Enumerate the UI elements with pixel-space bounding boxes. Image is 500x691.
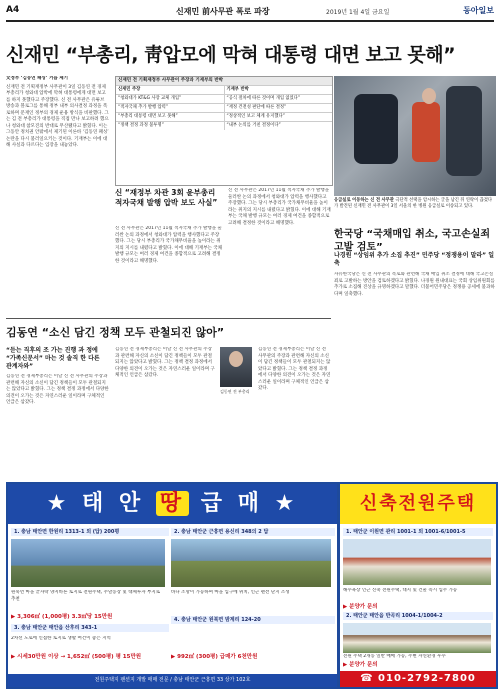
table-row [116, 94, 332, 103]
listing-price: ▶ 분양가 문의 [343, 604, 378, 610]
ad-banner [8, 484, 337, 524]
listing-desc: 2차선 도로에 인접한 토지로 생활 여건이 좋은 지역 [11, 636, 111, 641]
listing-photo [11, 539, 165, 587]
photo-caption-text: 극단적 선택을 암시하는 글을 남긴 뒤 연락이 끊겼다가 발견된 신재민 전 사무관이 3일 서울의 한 병원 응급실로 이송되고 있다. [334, 198, 493, 209]
side-headline: 한국당 “국채매입 취소, 국고손실죄 고발 검토” [334, 229, 491, 253]
ad-footer: 전원주택지 팬션지 개발 매매 전문 / 충남 태안군 근흥면 33 상가 102호 [8, 674, 337, 687]
table-row [116, 121, 332, 130]
listing-price: ▶ 분양가 문의 [343, 662, 378, 668]
newspaper-logo: 동아일보 [463, 6, 494, 15]
article-byline: 文정부 ‘김동연 패싱’ 거듭 제기 [6, 76, 69, 81]
article-body: 김동연 전 경제부총리는 이날 신 전 사무관의 주장과 관련해 자신의 소신이 담긴 정책들이 모두 관철되지는 않았다고 밝혔다. 그는 정책 결정 과정에서 다양한 의견이 오가는 것은 자연스러운 일이라며 구체적인 언급은 삼갔다. [6, 374, 109, 405]
rebuttal-cell: “공식 절차에 따른 것이며 개입 없었다” [226, 96, 301, 101]
article-body: 신재민 전 기획재정부 사무관이 3일 김동연 전 경제부총리가 청와대 압박에 막혀 대통령에게 대면 보고를 하지 못했다고 주장했다. 신 전 사무관은 유튜브 방송과 블로그를 통해 정부 내부 의사결정 과정을 폭로하며 문재인 정부의 경제 운용 방식을 비판했다. 그는 김 전 부총리가 대통령을 직접 만나 보고하려 했으나 청와대 참모진의 반대로 무산됐다고 밝혔다. 이는 그동안 정치권 안팎에서 제기된 이른바 ‘김동연 패싱’ 논란을 다시 불러일으키는 것이다. 기재부는 이에 대해 사실과 다르다는 입장을 내놓았다. [6, 84, 109, 148]
section-title: 신재민 前사무관 폭로 파장 [176, 7, 270, 16]
listing-desc: 원북면 마을 끝자락 양지바른 토지로 전원주택, 주말농장 및 대체투자 부지로 추천 [11, 590, 161, 602]
lower-headline: 김동연 “소신 담긴 정책 모두 관철되진 않아” [6, 326, 225, 339]
article-middle-column-2 [115, 226, 223, 312]
housing-ad [338, 482, 498, 689]
listing-title: 1. 태안군 이원면 관리 1001-1 외 1001-6/1001-5 [343, 528, 493, 536]
article-middle-column [228, 188, 331, 312]
rebuttal-cell: “내부 논의를 거친 결정이다” [226, 123, 281, 128]
claims-col-right: 기재부 반박 [226, 87, 249, 92]
article-body: 자유한국당은 신 전 사무관의 폭로와 관련해 국채 매입 취소 결정에 대해 국고손실죄로 고발하는 방안을 검토하겠다고 밝혔다. 나경원 원내대표는 국회 상임위원회를 추가로 소집해 진상을 규명하겠다고 말했다. 더불어민주당은 정쟁용 공세에 불과하다며 일축했다. [334, 272, 495, 297]
listing-price: ▶ 3,306㎡ (1,000평) 3.3㎡당 15만원 [11, 614, 113, 620]
section-divider [6, 318, 331, 319]
side-article [334, 272, 496, 472]
photo-caption-title: 응급실로 이동하는 신 전 사무관 [334, 198, 394, 203]
listing-desc: 해수욕장 인근 신축 전원주택, 대지 및 건물 즉시 입주 가능 [343, 588, 458, 593]
page-number: A4 [6, 5, 20, 15]
listing-title: 1. 충남 태안면 한원리 1313-1 외 (답) 200평 [11, 528, 169, 536]
news-photo [334, 76, 496, 196]
portrait-photo [220, 347, 252, 387]
article-body: 신 전 사무관은 2017년 11월 적자국채 추가 발행을 둘러싼 논의 과정에서 청와대가 압력을 행사했다고 주장했다. 그는 당시 부총리가 국가채무비율을 높이라는 취지의 지시를 내렸다고 밝혔다. 이에 대해 기재부는 국채 발행 규모는 여러 경제 여건을 종합적으로 고려해 결정한 것이라고 해명했다. [115, 226, 223, 264]
article-left-column [6, 76, 110, 312]
article-body: 신 전 사무관은 2017년 11월 적자국채 추가 발행을 둘러싼 논의 과정에서 청와대가 압력을 행사했다고 주장했다. 그는 당시 부총리가 국가채무비율을 높이라는 취지의 지시를 내렸다고 밝혔다. 이에 대해 기재부는 국채 발행 규모는 여러 경제 여건을 종합적으로 고려해 결정한 것이라고 해명했다. [228, 188, 331, 226]
listing-title: 3. 충남 태안군 태안읍 산후리 343-1 [11, 624, 169, 632]
claim-cell: “부총리 대통령 대면 보고 못해” [116, 113, 225, 121]
claim-cell: “적자국채 추가 발행 압력” [116, 104, 225, 112]
phone-number: ☎ 010-2792-7800 [340, 671, 496, 687]
listing-photo [171, 539, 331, 587]
land-sale-ad [6, 482, 339, 689]
article-body: 김동연 전 경제부총리는 이날 신 전 사무관의 주장과 관련해 자신의 소신이 담긴 정책들이 모두 관철되지는 않았다고 밝혔다. 그는 정책 결정 과정에서 다양한 의견이 오가는 것은 자연스러운 일이라며 구체적인 언급은 삼갔다. [258, 347, 331, 391]
table-row [116, 112, 332, 121]
listing-photo [343, 539, 491, 585]
listing-desc: 전원 주택 2개동 일반 매매 가능, 주변 자연환경 우수 [343, 654, 446, 659]
ad-banner: 신축전원주택 [340, 484, 496, 524]
lower-subheading: “듣는 직후의 조 가는 진행 과 정에 “가족신문서” 마는 것 솔직 한 다른 관계자와” [6, 347, 100, 370]
article-subheading: 신 “재정부 차관 3회 윤부총리 적자국채 발행 압박 보도 사실” [115, 188, 218, 207]
rebuttal-cell: “재정 건전성 판단에 따른 결정” [226, 105, 287, 110]
photo-caption [334, 198, 496, 210]
listing-price: ▶ 992㎡ (300평) 급매가 6천만원 [171, 654, 258, 660]
side-subheading: 나경원 “상임위 추가 소집 추진” 민주당 “정쟁용이 말라” 일축 [334, 252, 494, 267]
lower-article-col1 [6, 374, 110, 474]
main-headline: 신재민 “부총리, 靑압모에 막혀 대통령 대면 보고 못해” [6, 44, 456, 66]
ad-banner-highlight: 땅 [156, 491, 189, 516]
claims-table-header [116, 85, 332, 94]
page-header [6, 4, 494, 22]
rebuttal-cell: “정상적인 보고 체계 유지했다” [226, 114, 285, 119]
table-row [116, 103, 332, 112]
listing-price: ▶ 시세30만원 이상 → 1,652㎡ (500평) 평 15만원 [11, 654, 142, 660]
ad-banner-text: ★ 태 안 [46, 491, 145, 516]
claims-table-title: 신재민 전 기획재정부 사무관이 주장과 기재부의 반박 [116, 77, 332, 85]
listing-title: 2. 태안군 태안읍 반곡리 1004-1/1004-2 [343, 612, 493, 620]
issue-date: 2019년 1월 4일 금요일 [326, 9, 390, 16]
lower-article-col2 [115, 347, 215, 474]
portrait-caption: 김동연 전 부총리 [220, 389, 250, 394]
claim-cell: “정책 결정 과정 불투명” [116, 122, 225, 130]
listing-photo [343, 623, 491, 653]
article-body: 김동연 전 경제부총리는 이날 신 전 사무관의 주장과 관련해 자신의 소신이 담긴 정책들이 모두 관철되지는 않았다고 밝혔다. 그는 정책 결정 과정에서 다양한 의견이 오가는 것은 자연스러운 일이라며 구체적인 언급은 삼갔다. [115, 347, 215, 378]
listing-title: 4. 충남 태안군 원북면 밤계리 124-20 [171, 616, 335, 624]
ad-banner-text: 급 매 ★ [200, 491, 299, 516]
lower-article-col3 [258, 347, 331, 474]
listing-desc: 바다 조망이 가능하며 마을 입구에 위치, 인근 펜션 단지 조성 [171, 590, 290, 595]
claims-col-left: 신재민 주장 [116, 86, 225, 94]
listing-title: 2. 충남 태안군 근흥면 용신리 348의 2 답 [171, 528, 335, 536]
claim-cell: “청와대가 KT&G 사장 교체 개입” [116, 95, 225, 103]
claims-table [115, 76, 333, 186]
